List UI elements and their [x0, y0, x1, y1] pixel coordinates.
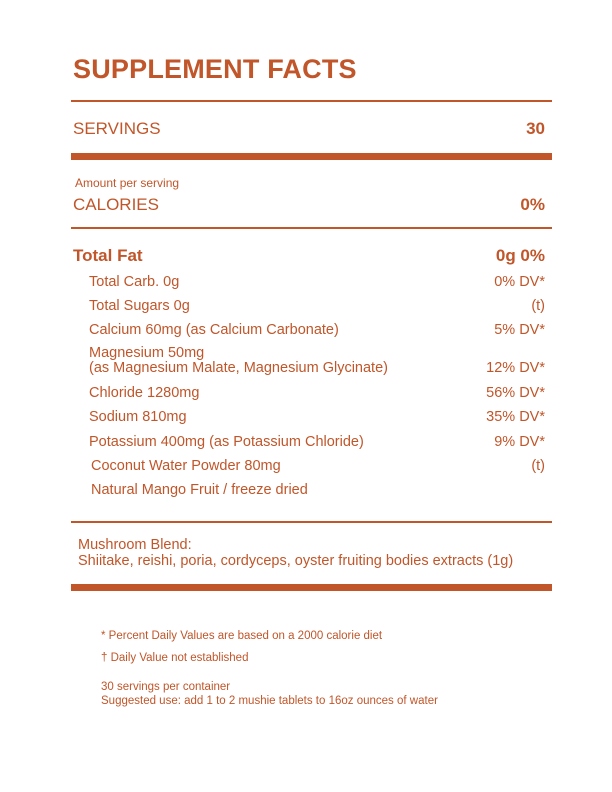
panel-title: SUPPLEMENT FACTS [73, 54, 357, 84]
total-fat-row [73, 246, 545, 266]
mushroom-blend-label: Mushroom Blend: [78, 537, 192, 553]
mushroom-blend-text: Shiitake, reishi, poria, cordyceps, oyster fruiting bodies extracts (1g) [78, 553, 514, 569]
calories-label: CALORIES [73, 195, 159, 214]
nutrient-value: 56% DV* [486, 385, 545, 401]
calories-value: 0% [520, 195, 545, 214]
nutrient-name: Sodium 810mg [89, 409, 187, 425]
total-fat-value: 0g 0% [495, 246, 545, 265]
servings-footnote: 30 servings per container [101, 681, 231, 693]
nutrient-value: 0% DV* [494, 274, 545, 290]
nutrient-name: Coconut Water Powder 80mg [91, 458, 281, 474]
nutrient-name: Natural Mango Fruit / freeze dried [91, 482, 308, 498]
nutrient-value: 5% DV* [494, 322, 545, 338]
dv-footnote: * Percent Daily Values are based on a 2000 calorie diet [101, 630, 383, 642]
nutrient-row [89, 434, 545, 450]
title-divider [71, 100, 552, 102]
bottom-divider [71, 584, 552, 591]
servings-row [73, 119, 545, 139]
nutrient-value: 9% DV* [494, 434, 545, 450]
calories-row [73, 195, 545, 215]
amount-per-serving: Amount per serving [75, 176, 180, 190]
calories-divider [71, 227, 552, 229]
nutrient-row [89, 409, 545, 425]
nutrient-name: Potassium 400mg (as Potassium Chloride) [89, 434, 364, 450]
nutrient-name: Total Carb. 0g [89, 274, 180, 290]
nutrient-row [89, 458, 545, 474]
nutrient-name-line1: Magnesium 50mg [89, 345, 205, 361]
nutrient-name-line2: (as Magnesium Malate, Magnesium Glycinate) [89, 360, 388, 376]
total-fat-label: Total Fat [73, 246, 143, 265]
suggested-use: Suggested use: add 1 to 2 mushie tablets to 16oz ounces of water [101, 695, 438, 707]
nutrient-name: Total Sugars 0g [89, 298, 190, 314]
nutrient-row [89, 385, 545, 401]
nutrients-divider [71, 521, 552, 523]
servings-value: 30 [526, 119, 545, 138]
nutrient-value: 12% DV* [486, 360, 545, 376]
nutrient-value: (t) [531, 298, 545, 314]
nutrient-row [89, 298, 545, 314]
nutrient-row [89, 322, 545, 338]
dagger-footnote: † Daily Value not established [101, 652, 249, 664]
nutrient-name [89, 346, 388, 376]
nutrient-name: Chloride 1280mg [89, 385, 200, 401]
nutrient-name: Calcium 60mg (as Calcium Carbonate) [89, 322, 339, 338]
mushroom-blend [78, 537, 513, 569]
nutrient-value: (t) [531, 458, 545, 474]
nutrient-row [89, 482, 545, 498]
servings-divider [71, 153, 552, 160]
nutrient-row [89, 274, 545, 290]
servings-label: SERVINGS [73, 119, 161, 138]
nutrient-value: 35% DV* [486, 409, 545, 425]
